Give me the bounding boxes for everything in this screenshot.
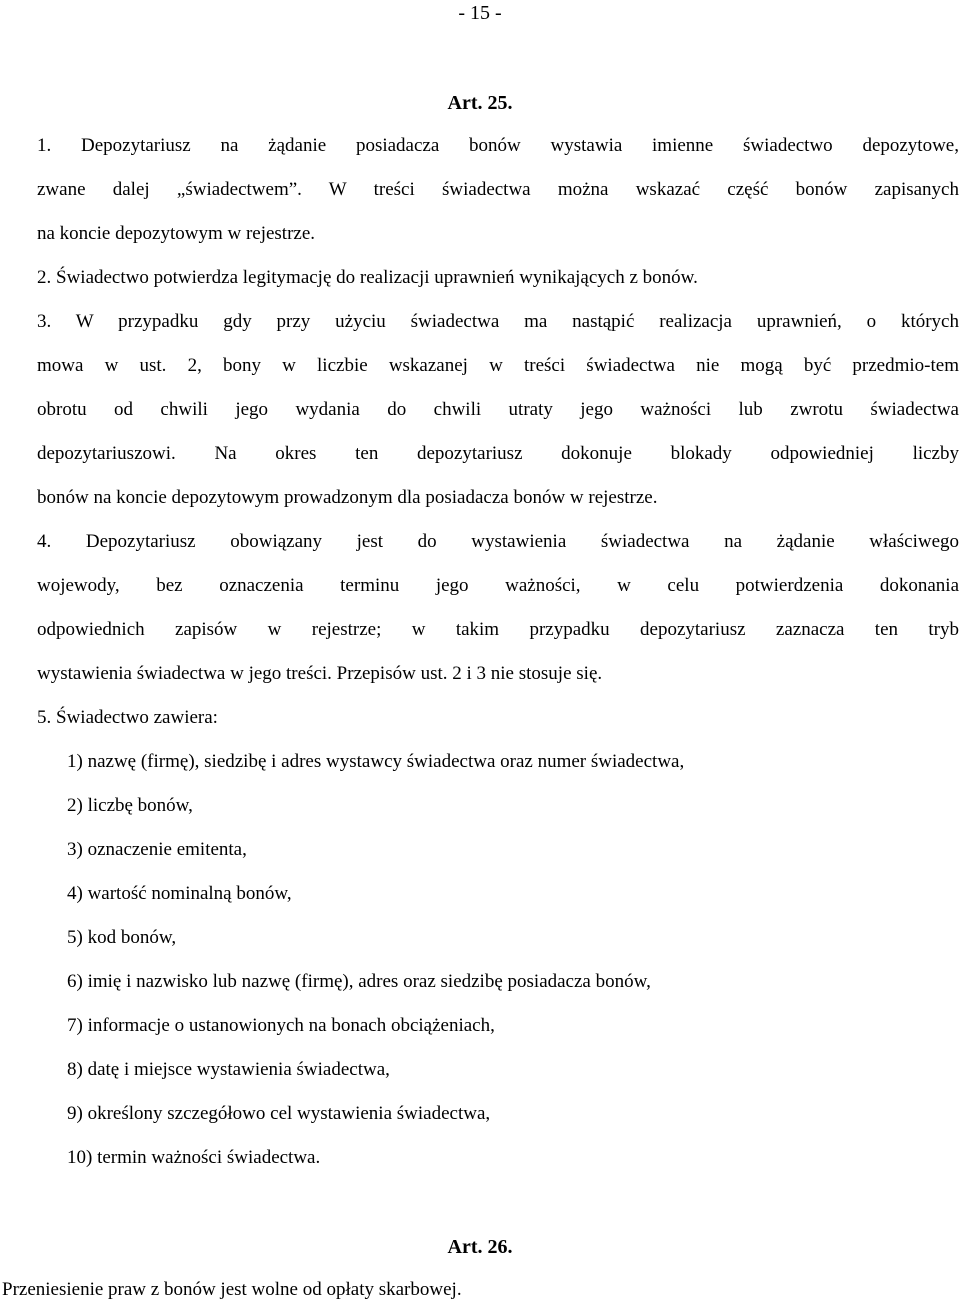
paragraph-1-line-3: na koncie depozytowym w rejestrze. bbox=[37, 223, 316, 244]
list-item: 8) datę i miejsce wystawienia świadectwa, bbox=[67, 1059, 390, 1080]
paragraph-4-line-2: wojewody, bez oznaczenia terminu jego ważności, w celu potwierdzenia dokonania bbox=[37, 575, 959, 596]
paragraph-3-line-5: bonów na koncie depozytowym prowadzonym dla posiadacza bonów w rejestrze. bbox=[37, 487, 658, 508]
paragraph-1-line-2: zwane dalej „świadectwem”. W treści świadectwa można wskazać część bonów zapisanych bbox=[37, 179, 959, 200]
paragraph-3-line-3: obrotu od chwili jego wydania do chwili utraty jego ważności lub zwrotu świadectwa bbox=[37, 399, 959, 420]
list-item: 7) informacje o ustanowionych na bonach obciążeniach, bbox=[67, 1015, 495, 1036]
paragraph-3-line-4: depozytariuszowi. Na okres ten depozytariusz dokonuje blokady odpowiedniej liczby bbox=[37, 443, 959, 464]
list-item: 9) określony szczegółowo cel wystawienia świadectwa, bbox=[67, 1103, 491, 1124]
paragraph-5-intro: 5. Świadectwo zawiera: bbox=[37, 707, 218, 728]
paragraph-3-line-1: 3. W przypadku gdy przy użyciu świadectwa ma nastąpić realizacja uprawnień, o których bbox=[37, 311, 959, 332]
article-26-heading: Art. 26. bbox=[447, 1236, 513, 1258]
paragraph-3-line-2: mowa w ust. 2, bony w liczbie wskazanej w treści świadectwa nie mogą być przedmio-tem bbox=[37, 355, 959, 376]
list-item: 6) imię i nazwisko lub nazwę (firmę), adres oraz siedzibę posiadacza bonów, bbox=[67, 971, 651, 992]
paragraph-1-line-1: 1. Depozytariusz na żądanie posiadacza bonów wystawia imienne świadectwo depozytowe, bbox=[37, 135, 959, 156]
list-item: 4) wartość nominalną bonów, bbox=[67, 883, 292, 904]
list-item: 10) termin ważności świadectwa. bbox=[67, 1147, 321, 1168]
page-number: - 15 - bbox=[458, 2, 502, 24]
list-item: 1) nazwę (firmę), siedzibę i adres wystawcy świadectwa oraz numer świadectwa, bbox=[67, 751, 685, 772]
article-25-heading: Art. 25. bbox=[447, 92, 513, 114]
list-item: 5) kod bonów, bbox=[67, 927, 177, 948]
list-item: 2) liczbę bonów, bbox=[67, 795, 193, 816]
article-26-text: Przeniesienie praw z bonów jest wolne od opłaty skarbowej. bbox=[2, 1279, 462, 1300]
paragraph-4-line-4: wystawienia świadectwa w jego treści. Przepisów ust. 2 i 3 nie stosuje się. bbox=[37, 663, 603, 684]
paragraph-4-line-3: odpowiednich zapisów w rejestrze; w takim przypadku depozytariusz zaznacza ten tryb bbox=[37, 619, 959, 640]
paragraph-4-line-1: 4. Depozytariusz obowiązany jest do wystawienia świadectwa na żądanie właściwego bbox=[37, 531, 959, 552]
paragraph-2-line-1: 2. Świadectwo potwierdza legitymację do realizacji uprawnień wynikających z bonów. bbox=[37, 267, 698, 288]
list-item: 3) oznaczenie emitenta, bbox=[67, 839, 247, 860]
